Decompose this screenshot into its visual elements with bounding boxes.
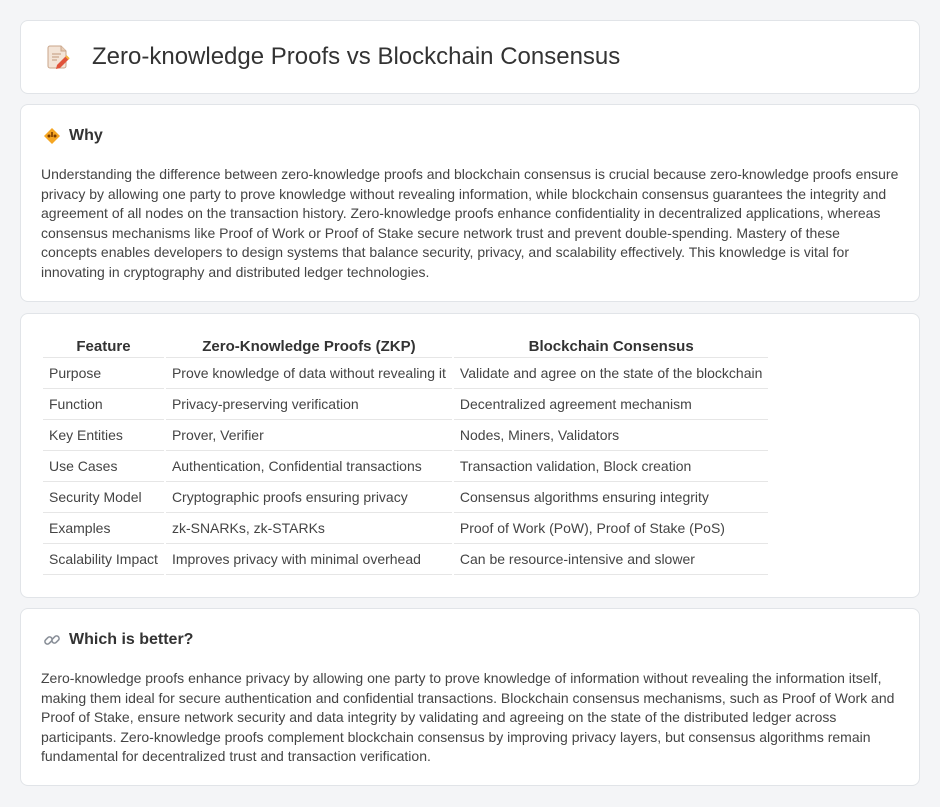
table-row (43, 513, 768, 544)
consensus-cell: Consensus algorithms ensuring integrity (454, 482, 769, 513)
zkp-cell: zk-SNARKs, zk-STARKs (166, 513, 452, 544)
header-zkp: Zero-Knowledge Proofs (ZKP) (166, 334, 452, 358)
document-pencil-icon (47, 44, 71, 70)
consensus-cell: Proof of Work (PoW), Proof of Stake (PoS) (454, 513, 769, 544)
zkp-cell: Authentication, Confidential transactions (166, 451, 452, 482)
feature-cell: Security Model (43, 482, 164, 513)
consensus-cell: Validate and agree on the state of the blockchain (454, 358, 769, 389)
feature-cell: Key Entities (43, 420, 164, 451)
zkp-cell: Prover, Verifier (166, 420, 452, 451)
table-row (43, 482, 768, 513)
zkp-cell: Prove knowledge of data without revealing it (166, 358, 452, 389)
zkp-cell: Cryptographic proofs ensuring privacy (166, 482, 452, 513)
feature-cell: Purpose (43, 358, 164, 389)
feature-cell: Use Cases (43, 451, 164, 482)
feature-cell: Examples (43, 513, 164, 544)
better-title: Which is better? (69, 631, 194, 648)
consensus-cell: Nodes, Miners, Validators (454, 420, 769, 451)
consensus-cell: Transaction validation, Block creation (454, 451, 769, 482)
table-row (43, 544, 768, 575)
zkp-cell: Improves privacy with minimal overhead (166, 544, 452, 575)
which-is-better-section (20, 608, 920, 786)
why-section (20, 104, 920, 302)
header-card (20, 20, 920, 94)
header-feature: Feature (43, 334, 164, 358)
table-header-row (43, 334, 768, 358)
header-consensus: Blockchain Consensus (454, 334, 769, 358)
table-row (43, 420, 768, 451)
table-row (43, 389, 768, 420)
better-text: Zero-knowledge proofs enhance privacy by allowing one party to prove knowledge of information without revealing the information itself, making them ideal for secure authentication and confidential transactions. Blockchain consensus mechanisms, such as Proof of Work and Proof of Stake, ensure network security and data integrity by validating and agreeing on the state of the distributed ledger across participants. Zero-knowledge proofs complement blockchain consensus by improving privacy layers, but consensus algorithms remain fundamental for decentralized trust and transaction verification. (41, 670, 895, 764)
consensus-cell: Decentralized agreement mechanism (454, 389, 769, 420)
better-heading (43, 631, 193, 649)
page-title: Zero-knowledge Proofs vs Blockchain Consensus (92, 43, 621, 70)
why-title: Why (69, 127, 103, 144)
feature-cell: Scalability Impact (43, 544, 164, 575)
comparison-table (41, 334, 770, 575)
table-row (43, 358, 768, 389)
table-row (43, 451, 768, 482)
consensus-cell: Can be resource-intensive and slower (454, 544, 769, 575)
comparison-section (20, 313, 920, 598)
why-heading (43, 127, 103, 145)
feature-cell: Function (43, 389, 164, 420)
title-row (47, 43, 620, 71)
link-icon (43, 631, 61, 649)
why-text: Understanding the difference between zero-knowledge proofs and blockchain consensus is crucial because zero-knowledge proofs ensure privacy by allowing one party to prove knowledge without revealing information, while blockchain consensus guarantees the integrity and agreement of all nodes on the transaction history. Zero-knowledge proofs enhance confidentiality in decentralized applications, whereas consensus mechanisms like Proof of Work or Proof of Stake secure network trust and prevent double-spending. Mastery of these concepts enables developers to design systems that balance security, privacy, and scalability effectively. This knowledge is vital for innovating in cryptography and distributed ledger technologies. (41, 166, 899, 280)
diamond-warning-icon (43, 127, 61, 145)
zkp-cell: Privacy-preserving verification (166, 389, 452, 420)
